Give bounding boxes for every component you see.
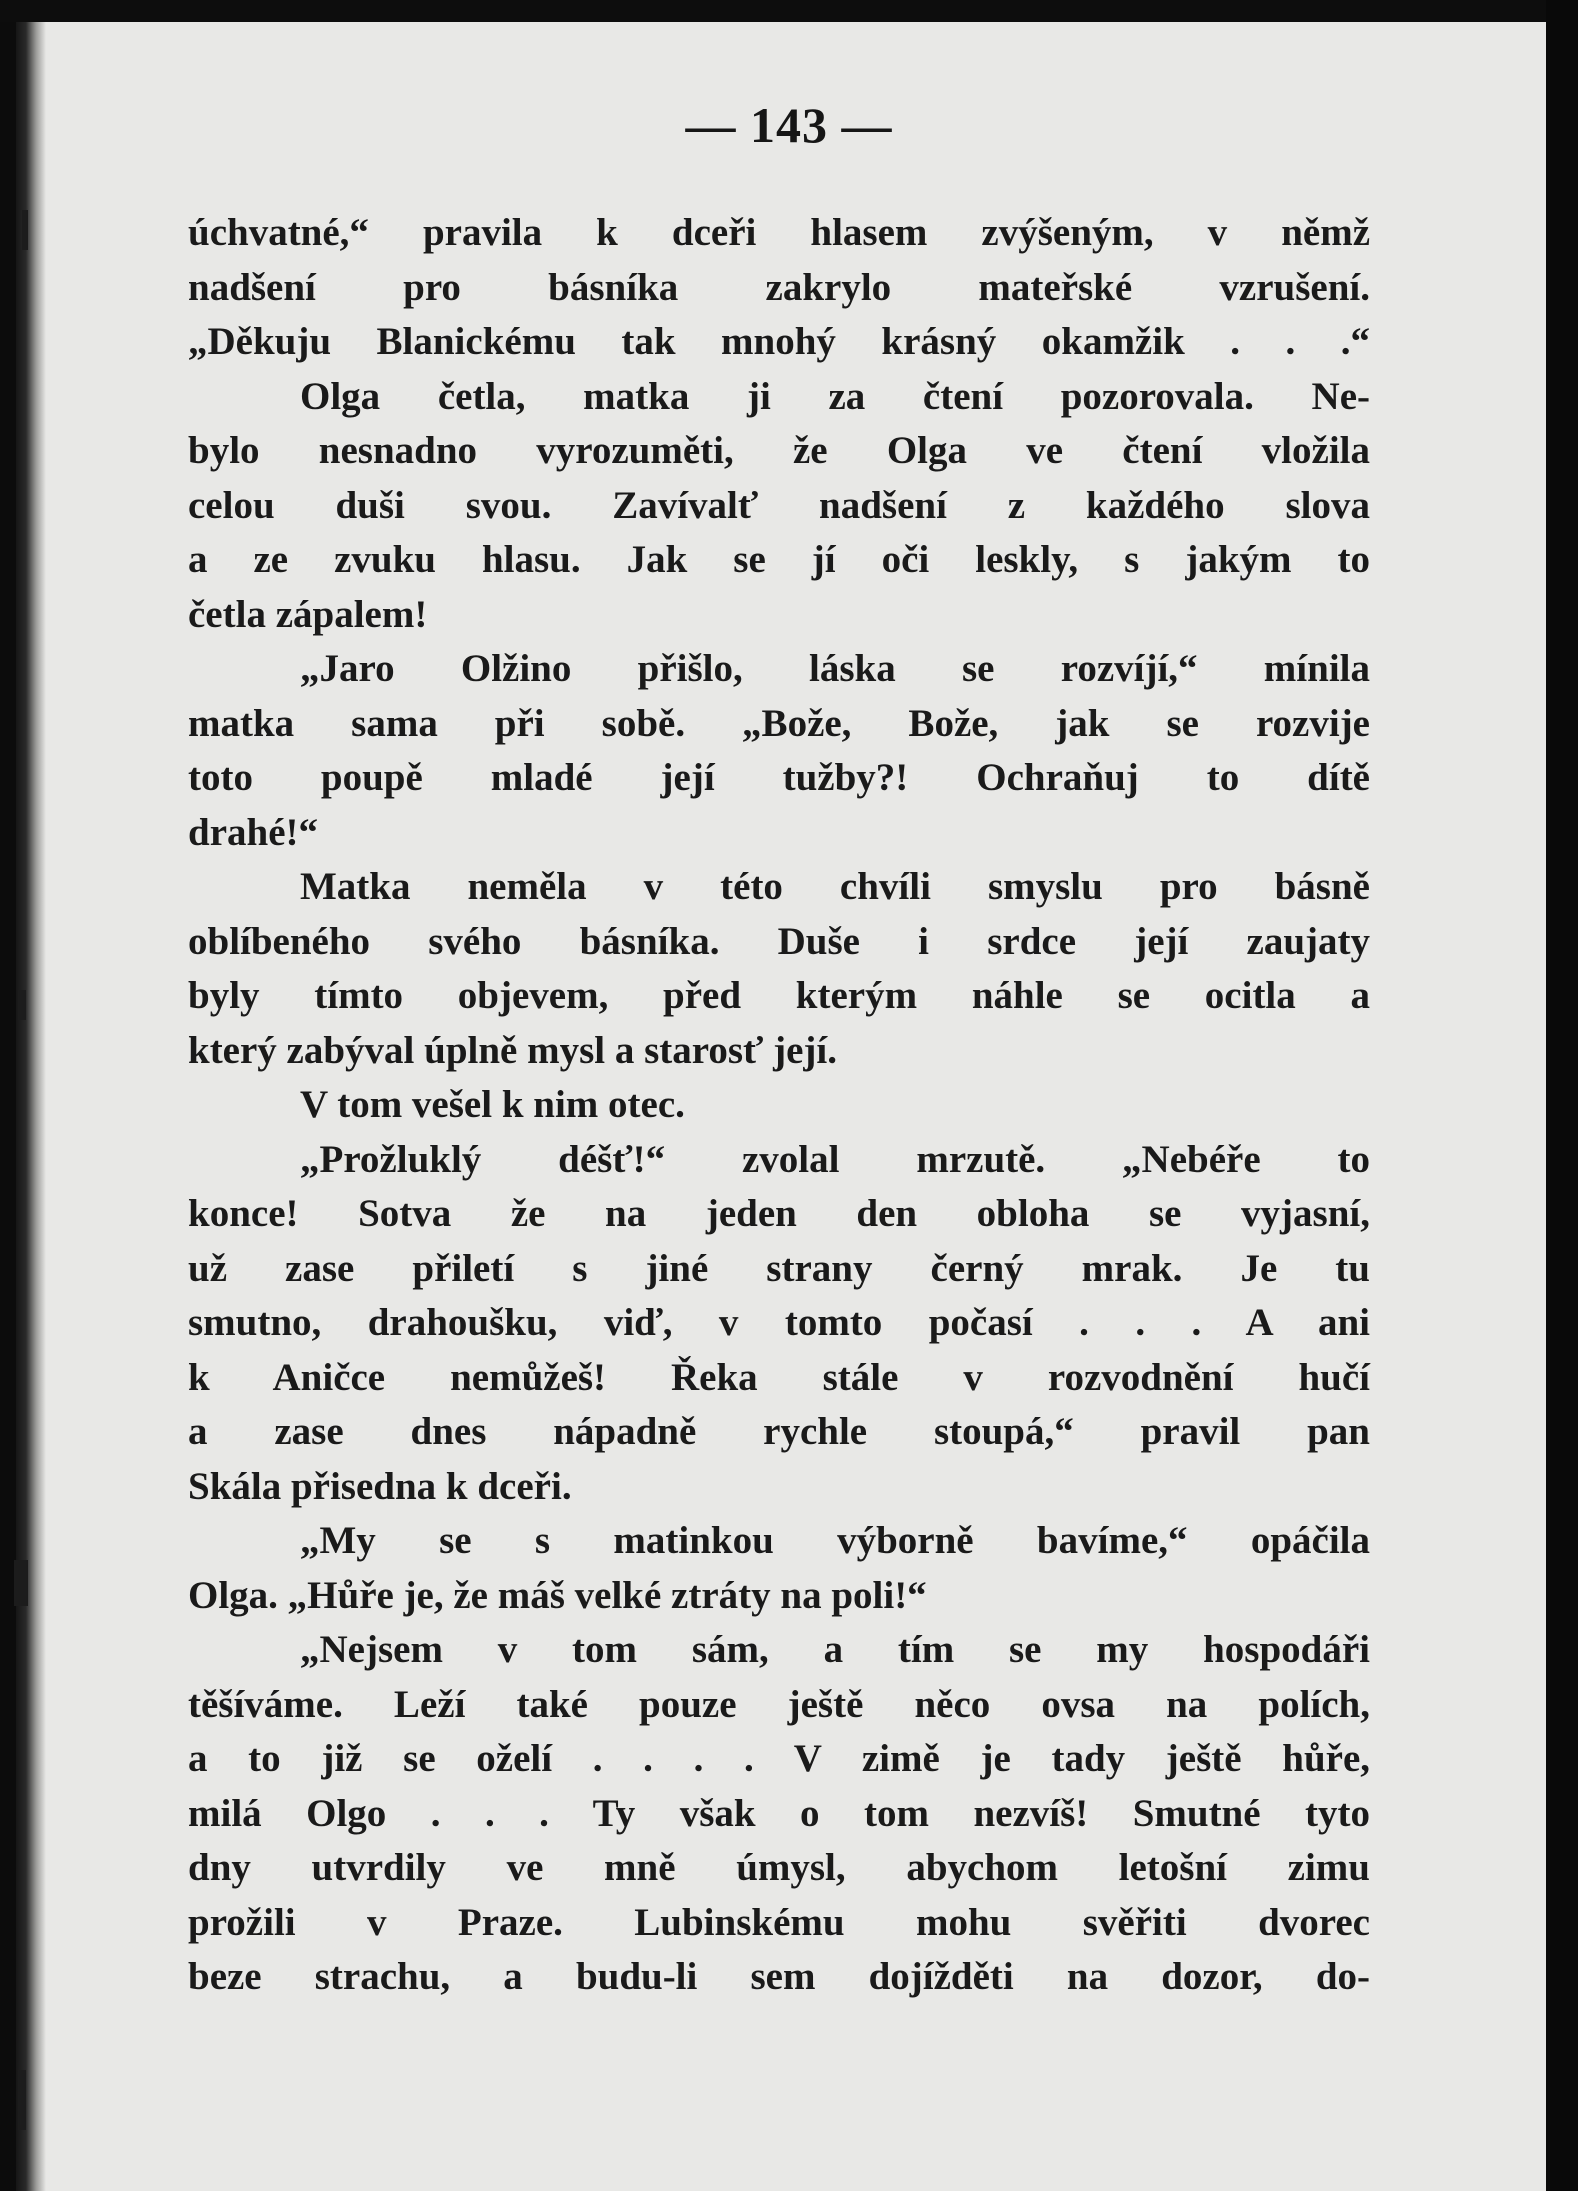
text-line: „My se s matinkou výborně bavíme,“ opáčila <box>300 1519 1370 1562</box>
text-line: konce! Sotva že na jeden den obloha se vyjasní, <box>188 1192 1370 1235</box>
page-spine-shadow <box>16 22 46 2191</box>
text-line: dny utvrdily ve mně úmysl, abychom letošní zimu <box>188 1846 1370 1889</box>
gutter-mark <box>14 1560 28 1606</box>
gutter-mark <box>18 2070 26 2130</box>
text-line: milá Olgo . . . Ty však o tom nezvíš! Smutné tyto <box>188 1791 1370 1835</box>
body-text <box>188 206 1370 2005</box>
text-line: a to již se oželí . . . . V zimě je tady ještě hůře, <box>188 1737 1370 1780</box>
text-line: oblíbeného svého básníka. Duše i srdce její zaujaty <box>188 919 1370 963</box>
text-line: a zase dnes nápadně rychle stoupá,“ pravil pan <box>188 1410 1370 1453</box>
text-line: těšíváme. Leží také pouze ještě něco ovsa na polích, <box>188 1682 1370 1726</box>
scan-top-border <box>0 0 1578 22</box>
text-line: Matka neměla v této chvíli smyslu pro básně <box>300 865 1370 908</box>
text-line: „Jaro Olžino přišlo, láska se rozvíjí,“ mínila <box>300 647 1370 690</box>
text-line: prožili v Praze. Lubinskému mohu svěřiti dvorec <box>188 1900 1370 1944</box>
text-line: který zabýval úplně mysl a starosť její. <box>188 1028 837 1072</box>
gutter-mark <box>18 990 26 1020</box>
text-line: V tom vešel k nim otec. <box>300 1083 685 1126</box>
text-line: celou duši svou. Zavívalť nadšení z každého slova <box>188 483 1370 527</box>
gutter-mark <box>22 210 28 250</box>
text-line: beze strachu, a budu-li sem dojížděti na dozor, do- <box>188 1955 1370 1998</box>
text-line: „Nejsem v tom sám, a tím se my hospodáři <box>300 1628 1370 1671</box>
text-line: úchvatné,“ pravila k dceři hlasem zvýšeným, v němž <box>188 211 1370 254</box>
text-line: Olga. „Hůře je, že máš velké ztráty na poli!“ <box>188 1573 927 1617</box>
text-line: Olga četla, matka ji za čtení pozorovala. Ne- <box>300 374 1370 418</box>
text-line: drahé!“ <box>188 810 318 854</box>
text-line: matka sama při sobě. „Bože, Bože, jak se rozvije <box>188 701 1370 745</box>
text-line: nadšení pro básníka zakrylo mateřské vzrušení. <box>188 265 1370 309</box>
text-line: už zase přiletí s jiné strany černý mrak. Je tu <box>188 1246 1370 1290</box>
text-line: bylo nesnadno vyrozuměti, že Olga ve čtení vložila <box>188 429 1370 472</box>
scan-right-border <box>1546 0 1578 2191</box>
text-line: k Aničce nemůžeš! Řeka stále v rozvodnění hučí <box>188 1355 1370 1399</box>
text-line: Skála přisedna k dceři. <box>188 1464 572 1508</box>
text-line: a ze zvuku hlasu. Jak se jí oči leskly, s jakým to <box>188 538 1370 581</box>
text-line: byly tímto objevem, před kterým náhle se ocitla a <box>188 974 1370 1017</box>
page-number: — 143 — <box>685 97 893 153</box>
text-line: „Prožluklý déšť!“ zvolal mrzutě. „Nebéře to <box>300 1137 1370 1181</box>
text-line: četla zápalem! <box>188 592 428 636</box>
text-line: smutno, drahoušku, viď, v tomto počasí . . . A ani <box>188 1301 1370 1344</box>
text-line: „Děkuju Blanickému tak mnohý krásný okamžik . . .“ <box>188 320 1370 363</box>
text-line: toto poupě mladé její tužby?! Ochraňuj to dítě <box>188 756 1370 799</box>
